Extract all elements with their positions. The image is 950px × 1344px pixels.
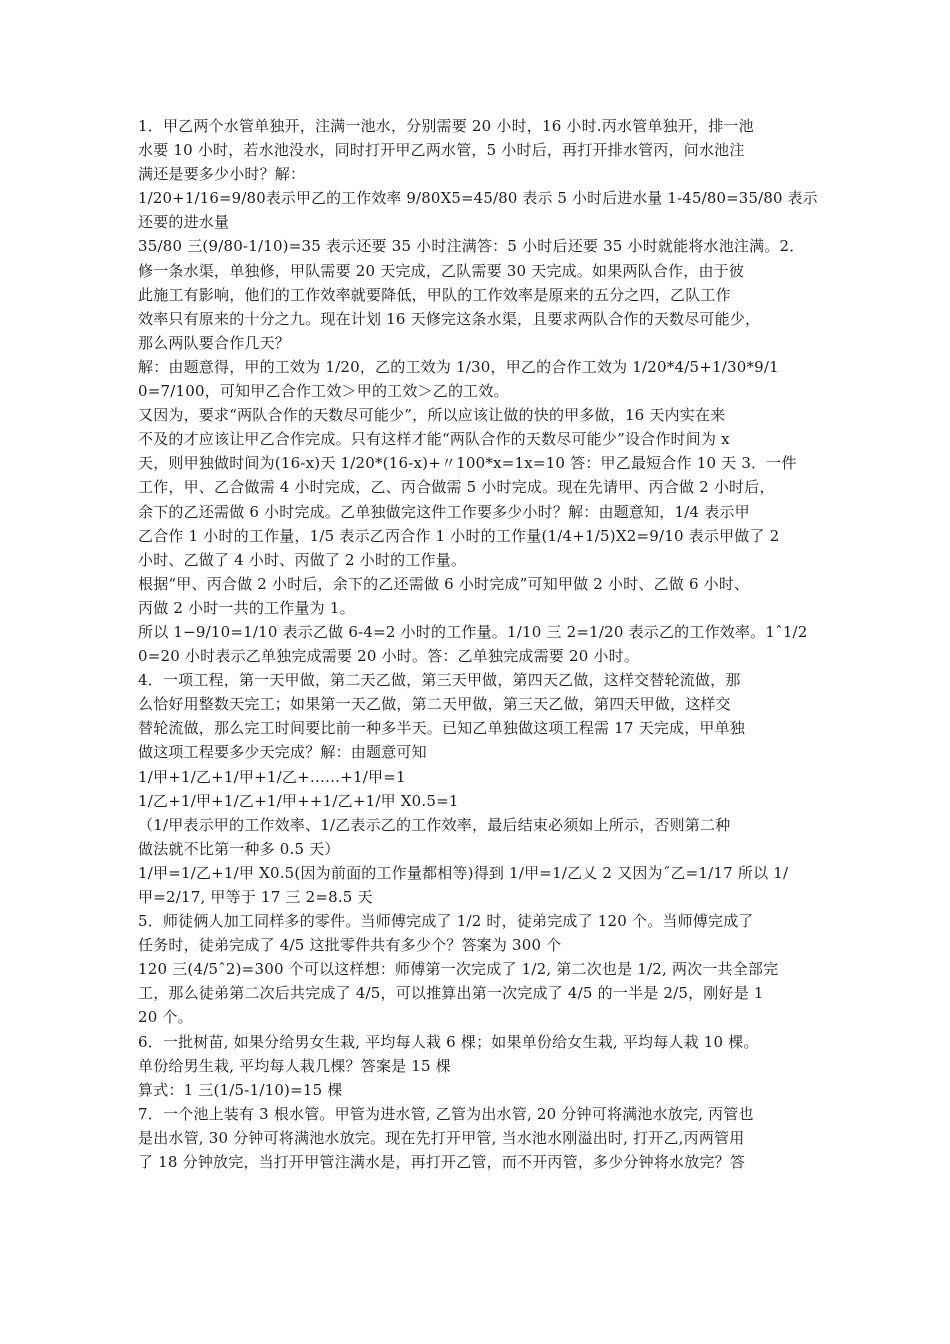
text-line: 工作，甲、乙合做需 4 小时完成，乙、丙合做需 5 小时完成。现在先请甲、丙合做 2 小时后，: [138, 478, 775, 497]
text-line: 任务时，徒弟完成了 4/5 这批零件共有多少个？答案为 300 个: [138, 936, 562, 955]
text-line: 了 18 分钟放完，当打开甲管注满水是，再打开乙管，而不开丙管，多少分钟将水放完？答: [138, 1153, 746, 1172]
text-line: 所以 1−9/10=1/10 表示乙做 6-4=2 小时的工作量。1/10 三 2=1/20 表示乙的工作效率。1ˆ1/2: [138, 622, 808, 641]
text-line: 35/80 三(9/80-1/10)=35 表示还要 35 小时注满答：5 小时后还要 35 小时就能将水池注满。2．: [138, 237, 805, 256]
text-line: 1/甲+1/乙+1/甲+1/乙+……+1/甲=1: [138, 767, 406, 786]
text-line: 20 个。: [138, 1008, 193, 1027]
text-line: 120 三(4/5ˆ2)=300 个可以这样想：师傅第一次完成了 1/2, 第二次也是 1/2, 两次一共全部完: [138, 960, 779, 979]
text-line: 替轮流做，那么完工时间要比前一种多半天。已知乙单独做这项工程需 17 天完成，甲单独: [138, 719, 746, 738]
text-line: 1/20+1/16=9/80表示甲乙的工作效率 9/80X5=45/80 表示 5 小时后进水量 1-45/80=35/80 表示: [138, 189, 818, 208]
text-line: 甲=2/17, 甲等于 17 三 2=8.5 天: [138, 888, 373, 906]
text-line: 又因为，要求“两队合作的天数尽可能少”，所以应该让做的快的甲多做，16 天内实在来: [138, 406, 726, 425]
text-line: 余下的乙还需做 6 小时完成。乙单独做完这件工作要多少小时？解：由题意知，1/4 表示甲: [138, 502, 750, 521]
text-line: 修一条水渠，单独修，甲队需要 20 天完成，乙队需要 30 天完成。如果两队合作，由于彼: [138, 261, 745, 280]
document-body: [138, 114, 818, 1174]
text-line: 1/甲=1/乙+1/甲 X0.5(因为前面的工作量都相等)得到 1/甲=1/乙乂 2 又因为˝乙=1/17 所以 1/: [138, 863, 789, 882]
text-line: 单份给男生栽, 平均每人栽几棵？答案是 15 棵: [138, 1056, 451, 1075]
text-line: 4．一项工程，第一天甲做，第二天乙做，第三天甲做，第四天乙做，这样交替轮流做，那: [138, 671, 741, 690]
text-line: 7．一个池上装有 3 根水管。甲管为进水管, 乙管为出水管, 20 分钟可将满池水放完, 丙管也: [138, 1104, 754, 1123]
text-line: 水要 10 小时，若水池没水，同时打开甲乙两水管，5 小时后，再打开排水管丙，问水池注: [138, 141, 745, 160]
text-line: 算式：1 三(1/5-1/10)=15 棵: [138, 1080, 343, 1099]
text-line: 效率只有原来的十分之九。现在计划 16 天修完这条水渠，且要求两队合作的天数尽可能少，: [138, 309, 761, 328]
text-line: 1．甲乙两个水管单独开，注满一池水，分别需要 20 小时，16 小时.丙水管单独开，排一池: [138, 117, 754, 135]
text-line: 工，那么徒弟第二次后共完成了 4/5，可以推算出第一次完成了 4/5 的一半是 2/5，刚好是 1: [138, 984, 764, 1003]
text-line: 么恰好用整数天完工；如果第一天乙做，第二天甲做，第三天乙做，第四天甲做，这样交: [138, 695, 731, 714]
text-line: 0=7/100，可知甲乙合作工效＞甲的工效＞乙的工效。: [138, 382, 509, 401]
text-line: 6．一批树苗, 如果分给男女生栽, 平均每人栽 6 棵；如果单份给女生栽, 平均每人栽 10 棵。: [138, 1032, 759, 1051]
text-line: 不及的才应该让甲乙合作完成。只有这样才能“两队合作的天数尽可能少”设合作时间为 x: [138, 430, 730, 449]
text-line: 根据“甲、丙合做 2 小时后，余下的乙还需做 6 小时完成”可知甲做 2 小时、乙做 6 小时、: [138, 574, 750, 593]
text-line: 此施工有影响，他们的工作效率就要降低，甲队的工作效率是原来的五分之四，乙队工作: [138, 285, 731, 304]
text-line: 是出水管, 30 分钟可将满池水放完。现在先打开甲管, 当水池水刚溢出时, 打开乙,丙两管用: [138, 1128, 745, 1147]
text-line: 丙做 2 小时一共的工作量为 1。: [138, 598, 355, 617]
text-line: 1/乙+1/甲+1/乙+1/甲++1/乙+1/甲 X0.5=1: [138, 791, 459, 810]
text-line: 小时、乙做了 4 小时、丙做了 2 小时的工作量。: [138, 550, 467, 569]
text-line: 做法就不比第一种多 0.5 天）: [138, 839, 340, 858]
text-line: 还要的进水量: [138, 213, 230, 232]
text-line: 天，则甲独做时间为(16-x)天 1/20*(16-x)+〃100*x=1x=10 答：甲乙最短合作 10 天 3．一件: [138, 454, 797, 473]
text-line: 0=20 小时表示乙单独完成需要 20 小时。答：乙单独完成需要 20 小时。: [138, 647, 640, 666]
text-line: 满还是要多少小时？解：: [138, 165, 306, 184]
text-line: 那么两队要合作几天？: [138, 333, 291, 352]
text-line: 解：由题意得，甲的工效为 1/20，乙的工效为 1/30，甲乙的合作工效为 1/20*4/5+1/30*9/1: [138, 357, 779, 376]
text-line: 做这项工程要多少天完成？解：由题意可知: [138, 743, 427, 762]
text-line: 乙合作 1 小时的工作量，1/5 表示乙丙合作 1 小时的工作量(1/4+1/5)X2=9/10 表示甲做了 2: [138, 526, 780, 545]
text-line: （1/甲表示甲的工作效率、1/乙表示乙的工作效率，最后结束必须如上所示，否则第二种: [138, 815, 731, 834]
text-line: 5．师徒俩人加工同样多的零件。当师傅完成了 1/2 时，徒弟完成了 120 个。当师傅完成了: [138, 912, 754, 931]
